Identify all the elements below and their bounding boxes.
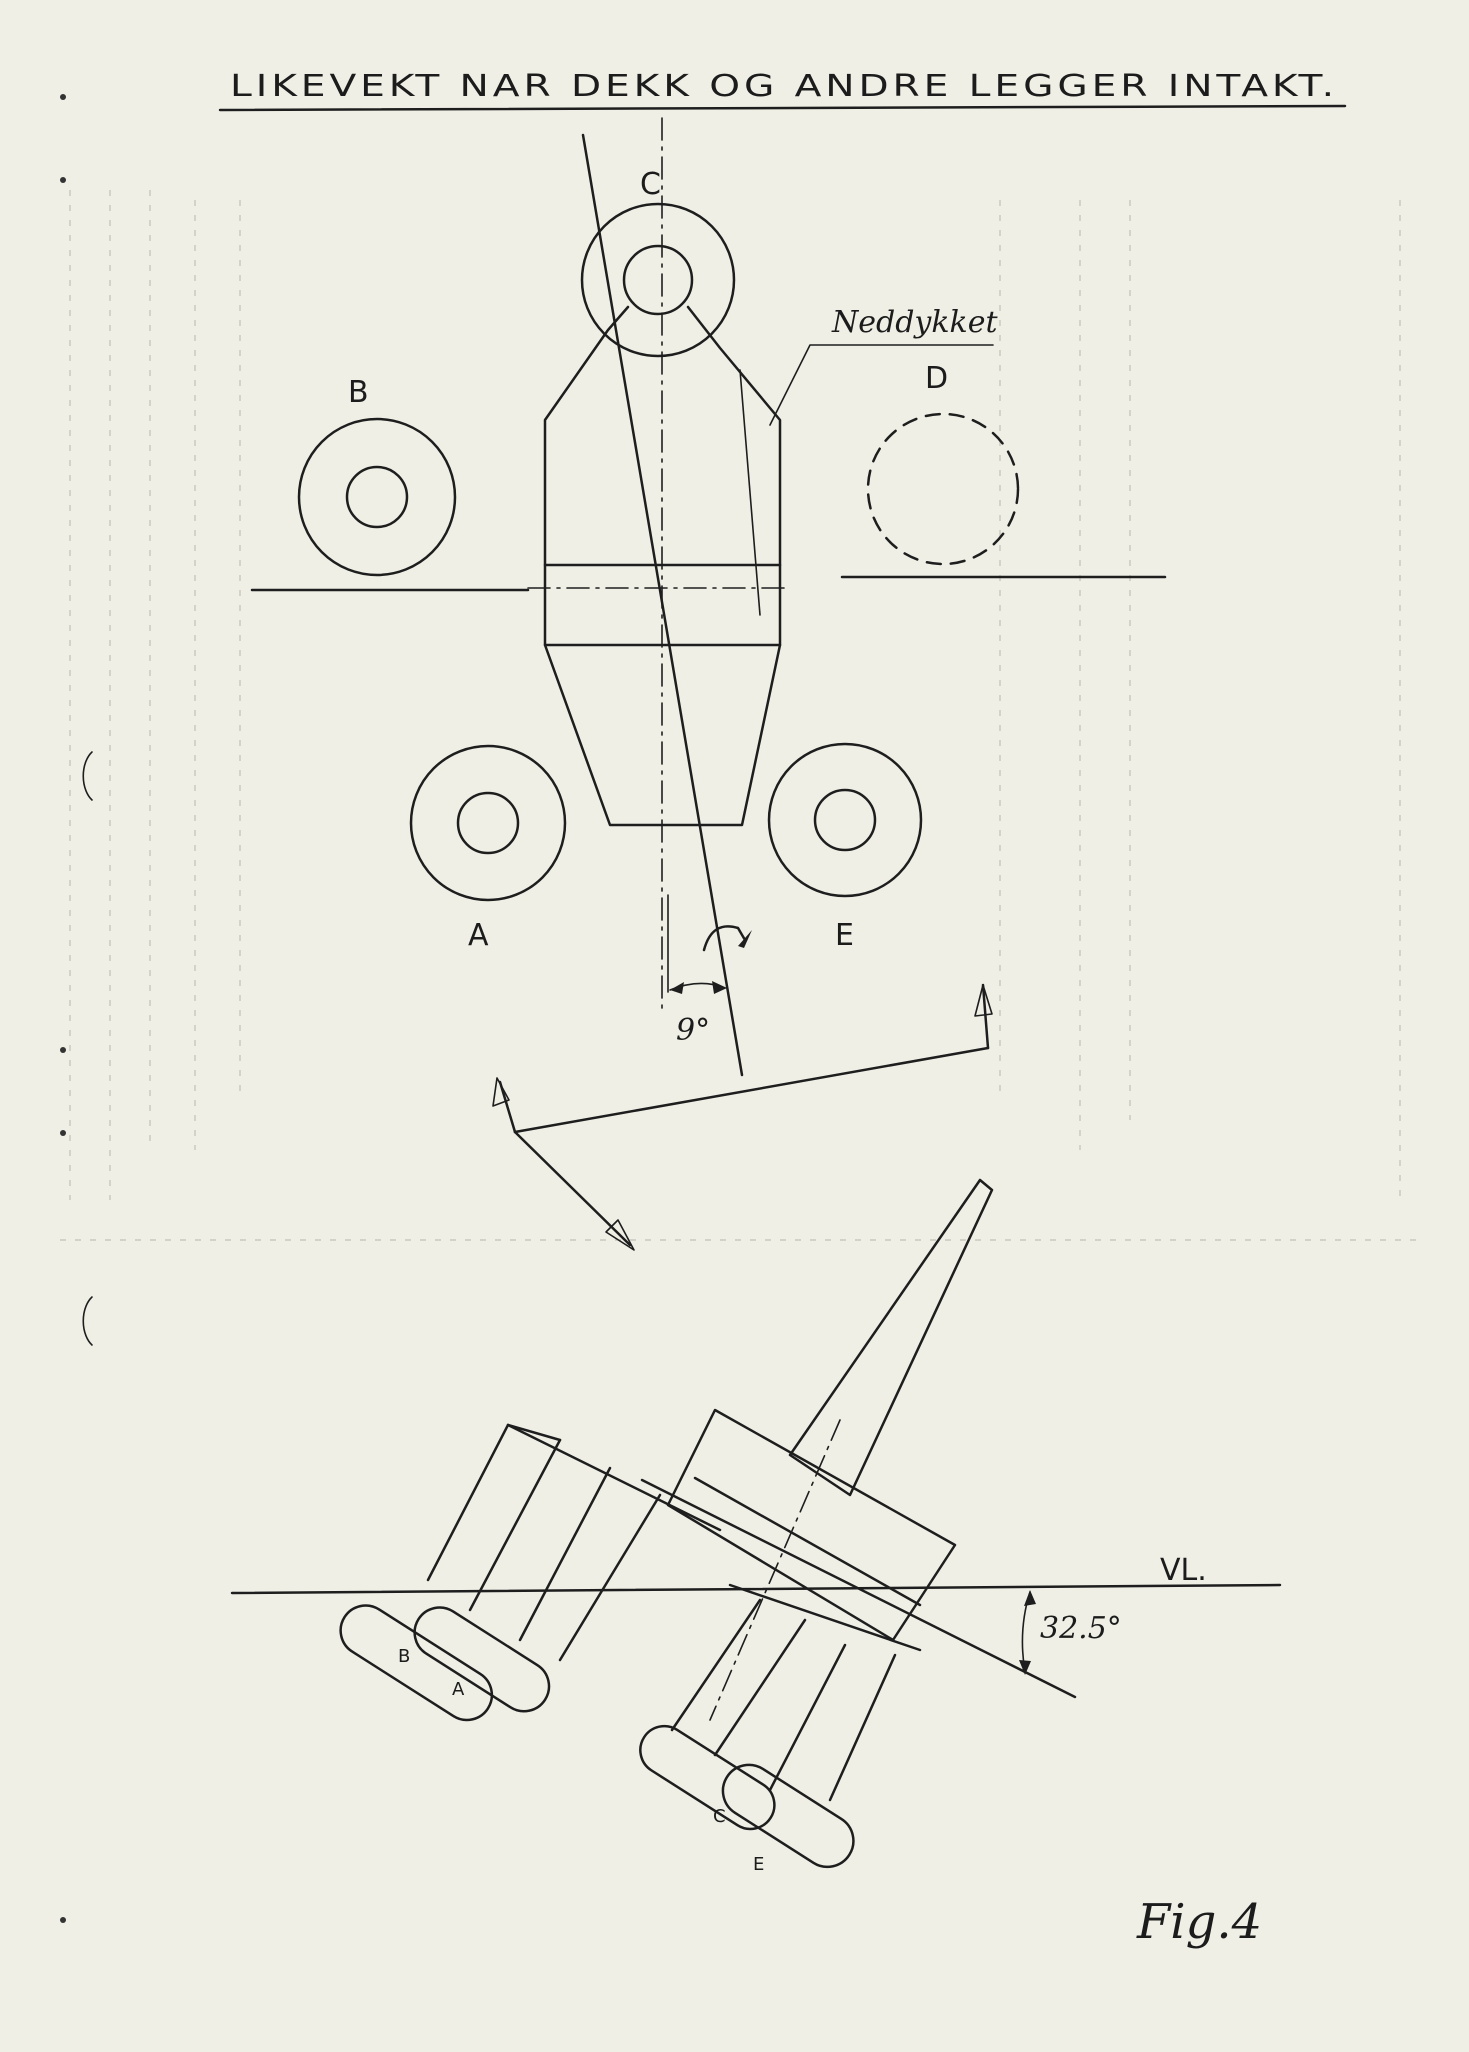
leg-c-e-top bbox=[730, 1585, 920, 1650]
leg-c-column-1 bbox=[672, 1600, 760, 1730]
label-heel-32: 32.5° bbox=[1040, 1611, 1122, 1646]
view-arrow-shaft bbox=[515, 1132, 630, 1245]
title-block bbox=[220, 69, 1345, 110]
label-waterline: VL. bbox=[1160, 1553, 1207, 1588]
title-underline bbox=[220, 106, 1345, 110]
label-pontoon-b: B bbox=[398, 1646, 411, 1667]
pontoon-b bbox=[331, 1596, 501, 1730]
background-grid bbox=[60, 190, 1420, 1240]
column-a-outer bbox=[411, 746, 565, 900]
flooded-edge bbox=[740, 370, 760, 615]
column-b-inner bbox=[347, 467, 407, 527]
column-c-inner bbox=[624, 246, 692, 314]
label-heel-angle: 9° bbox=[676, 1013, 711, 1048]
side-view bbox=[232, 1180, 1280, 1877]
leg-c-column-2 bbox=[715, 1620, 805, 1755]
section-arrows bbox=[493, 985, 992, 1250]
rotation-arrow bbox=[704, 926, 745, 950]
label-column-d: D bbox=[925, 361, 949, 396]
leg-b-column-1 bbox=[428, 1425, 508, 1580]
label-pontoon-a: A bbox=[452, 1679, 465, 1700]
column-b-outer bbox=[299, 419, 455, 575]
waterline bbox=[232, 1585, 1280, 1593]
figure-label: Fig.4 bbox=[1137, 1894, 1263, 1950]
flooded-leader-line bbox=[770, 345, 993, 425]
column-d-missing bbox=[868, 414, 1018, 564]
page-title: LIKEVEKT NAR DEKK OG ANDRE LEGGER INTAKT. bbox=[230, 69, 1338, 104]
label-pontoon-e: E bbox=[753, 1854, 765, 1875]
label-column-c: C bbox=[640, 167, 661, 202]
label-pontoon-c: C bbox=[713, 1806, 726, 1827]
binder-marks bbox=[60, 94, 92, 1923]
leg-e-column-2 bbox=[830, 1655, 895, 1800]
column-e-inner bbox=[815, 790, 875, 850]
section-line bbox=[515, 1048, 988, 1132]
label-flooded: Neddykket bbox=[832, 305, 998, 340]
heel-angle-arrow-left bbox=[670, 982, 684, 994]
pontoon-a bbox=[405, 1598, 558, 1721]
leg-e-column-1 bbox=[770, 1645, 845, 1790]
label-column-b: B bbox=[348, 375, 369, 410]
column-e-outer bbox=[769, 744, 921, 896]
label-column-a: A bbox=[468, 918, 489, 953]
section-arrow-left-shaft bbox=[500, 1082, 515, 1132]
heel-angle-arrow-right bbox=[712, 981, 727, 994]
leg-b-column-2 bbox=[470, 1440, 560, 1610]
label-column-e: E bbox=[835, 918, 854, 953]
leg-a-column-1 bbox=[520, 1468, 610, 1640]
column-a-inner bbox=[458, 793, 518, 853]
heel-32-arrow-top bbox=[1024, 1590, 1036, 1606]
top-view bbox=[252, 118, 1165, 1075]
leg-a-column-2 bbox=[560, 1495, 660, 1660]
pontoon-c bbox=[631, 1717, 783, 1838]
tower bbox=[790, 1180, 992, 1495]
